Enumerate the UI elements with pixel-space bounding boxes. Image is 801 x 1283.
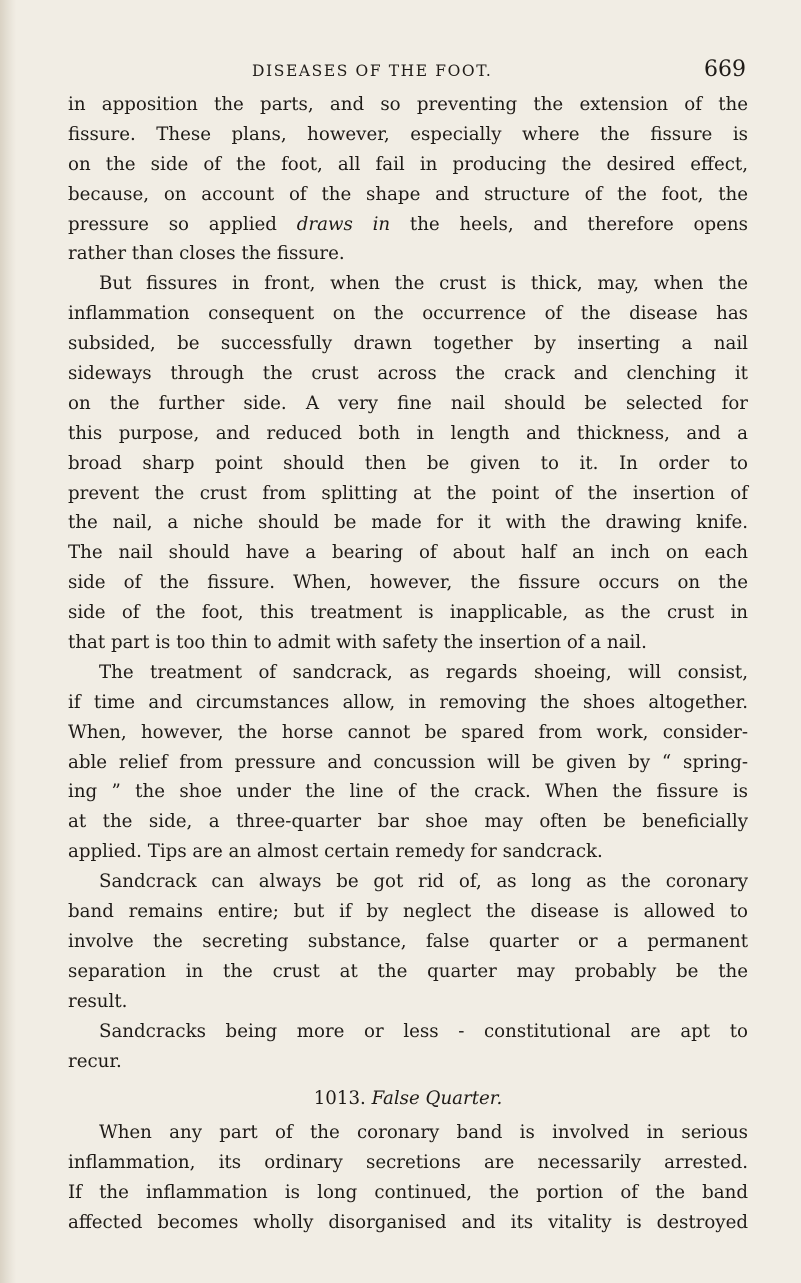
section-number: 1013. — [313, 1088, 366, 1110]
paragraph — [68, 867, 748, 1016]
text-line: The treatment of sandcrack, as regards shoeing, will consist, — [99, 661, 748, 683]
text-line: able relief from pressure and concussion will be given by “ spring- — [68, 751, 748, 773]
text-line: inflammation consequent on the occurrence of the disease has — [68, 303, 748, 325]
text-line: When any part of the coronary band is involved in serious — [99, 1122, 748, 1144]
text-line: involve the secreting substance, false quarter or a permanent — [68, 930, 748, 952]
paragraph — [68, 1017, 748, 1077]
text-line: on the side of the foot, all fail in producing the desired effect, — [68, 153, 748, 175]
text-line: side of the fissure. When, however, the fissure occurs on the — [68, 572, 748, 594]
text-line: because, on account of the shape and structure of the foot, the — [68, 183, 748, 205]
text-line: if time and circumstances allow, in removing the shoes altogether. — [68, 691, 748, 713]
text-line: ing ” the shoe under the line of the crack. When the fissure is — [68, 781, 748, 803]
text-line: fissure. These plans, however, especially where the fissure is — [68, 123, 748, 145]
italic-emphasis: draws in — [296, 213, 391, 235]
page-number: 669 — [704, 57, 746, 82]
text-segment: pressure so applied — [68, 213, 277, 235]
body-text — [68, 90, 748, 1238]
section-heading — [68, 1084, 748, 1114]
paragraph — [68, 1118, 748, 1238]
text-line: affected becomes wholly disorganised and its vitality is destroyed — [68, 1211, 748, 1233]
text-line: side of the foot, this treatment is inapplicable, as the crust in — [68, 602, 748, 624]
text-line: sideways through the crust across the crack and clenching it — [68, 363, 748, 385]
paragraph — [68, 90, 748, 269]
text-line: Sandcracks being more or less - constitutional are apt to — [99, 1020, 748, 1042]
text-line: recur. — [68, 1050, 122, 1072]
text-line: The nail should have a bearing of about half an inch on each — [68, 542, 748, 564]
text-segment: the heels, and therefore opens — [409, 213, 748, 235]
text-line: band remains entire; but if by neglect the disease is allowed to — [68, 901, 748, 923]
text-line: When, however, the horse cannot be spared from work, consider- — [68, 721, 748, 743]
text-line: subsided, be successfully drawn together by inserting a nail — [68, 333, 748, 355]
text-line — [68, 210, 748, 240]
page-edge — [0, 0, 16, 1283]
text-line: broad sharp point should then be given to it. In order to — [68, 452, 748, 474]
text-line: in apposition the parts, and so preventing the extension of the — [68, 94, 748, 115]
text-line: prevent the crust from splitting at the point of the insertion of — [68, 482, 748, 504]
text-line: rather than closes the fissure. — [68, 243, 345, 265]
text-line: at the side, a three-quarter bar shoe may often be beneficially — [68, 811, 748, 833]
text-line: Sandcrack can always be got rid of, as long as the coronary — [99, 871, 748, 893]
text-line: applied. Tips are an almost certain remedy for sandcrack. — [68, 841, 603, 863]
text-line: on the further side. A very fine nail should be selected for — [68, 392, 748, 414]
text-line: But fissures in front, when the crust is thick, may, when the — [99, 273, 748, 295]
text-line: If the inflammation is long continued, the portion of the band — [68, 1182, 748, 1204]
running-head: DISEASES OF THE FOOT. — [252, 62, 493, 80]
paragraph — [68, 658, 748, 867]
text-line: this purpose, and reduced both in length and thickness, and a — [68, 422, 748, 444]
text-line: inflammation, its ordinary secretions are necessarily arrested. — [68, 1152, 748, 1174]
page-header — [68, 56, 748, 92]
section-title: False Quarter. — [371, 1088, 503, 1110]
text-line: that part is too thin to admit with safety the insertion of a nail. — [68, 632, 647, 654]
paragraph — [68, 269, 748, 658]
text-line: result. — [68, 990, 128, 1012]
text-line: separation in the crust at the quarter may probably be the — [68, 960, 748, 982]
text-line: the nail, a niche should be made for it with the drawing knife. — [68, 512, 748, 534]
